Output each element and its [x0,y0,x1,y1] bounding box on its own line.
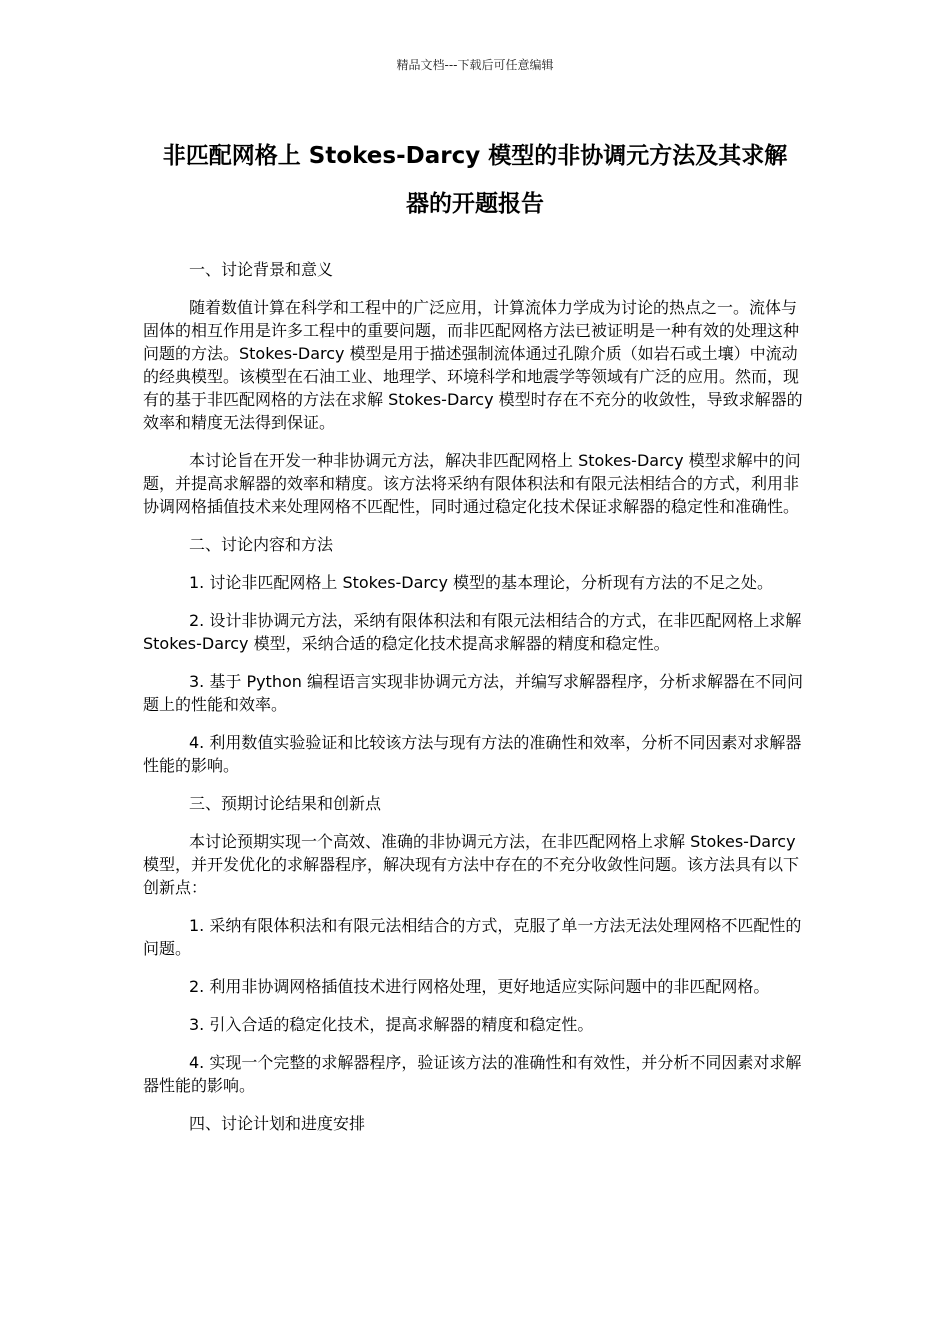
section-heading-1: 一、讨论背景和意义 [189,260,334,279]
list-item: 1. 讨论非匹配网格上 Stokes-Darcy 模型的基本理论，分析现有方法的不足之处。 [189,573,774,592]
paragraph: 随着数值计算在科学和工程中的广泛应用，计算流体力学成为讨论的热点之一。流体与固体的相互作用是许多工程中的重要问题，而非匹配网格方法已被证明是一种有效的处理这种问题的方法。Stokes-Darcy 模型是用于描述强制流体通过孔隙介质（如岩石或土壤）中流动的经典模型。该模型在石油工业、地理学、环境科学和地震学等领域有广泛的应用。然而，现有的基于非匹配网格的方法在求解 Stokes-Darcy 模型时存在不充分的收敛性，导致求解器的效率和精度无法得到保证。 [143,298,803,432]
document-body [143,258,807,1150]
section-heading-2: 二、讨论内容和方法 [189,535,334,554]
list-item: 4. 利用数值实验验证和比较该方法与现有方法的准确性和效率，分析不同因素对求解器性能的影响。 [143,733,802,775]
list-item: 2. 利用非协调网格插值技术进行网格处理，更好地适应实际问题中的非匹配网格。 [189,977,770,996]
document-title [140,132,810,228]
header-note: 精品文档---下载后可任意编辑 [396,58,554,72]
list-item: 2. 设计非协调元方法，采纳有限体积法和有限元法相结合的方式，在非匹配网格上求解 Stokes-Darcy 模型，采纳合适的稳定化技术提高求解器的精度和稳定性。 [143,611,802,653]
list-item: 3. 引入合适的稳定化技术，提高求解器的精度和稳定性。 [189,1015,594,1034]
list-item: 3. 基于 Python 编程语言实现非协调元方法，并编写求解器程序，分析求解器在不同问题上的性能和效率。 [143,672,803,714]
title-line-1: 非匹配网格上 Stokes-Darcy 模型的非协调元方法及其求解 [162,143,788,169]
paragraph: 本讨论旨在开发一种非协调元方法，解决非匹配网格上 Stokes-Darcy 模型求解中的问题，并提高求解器的效率和精度。该方法将采纳有限体积法和有限元法相结合的方式，利用非协调网格插值技术来处理网格不匹配性，同时通过稳定化技术保证求解器的稳定性和准确性。 [143,451,801,516]
section-heading-4: 四、讨论计划和进度安排 [189,1114,366,1133]
title-line-2: 器的开题报告 [406,191,544,217]
paragraph: 本讨论预期实现一个高效、准确的非协调元方法，在非匹配网格上求解 Stokes-Darcy 模型，并开发优化的求解器程序，解决现有方法中存在的不充分收敛性问题。该方法具有以下创新点： [143,832,800,897]
list-item: 4. 实现一个完整的求解器程序，验证该方法的准确性和有效性，并分析不同因素对求解器性能的影响。 [143,1053,802,1095]
section-heading-3: 三、预期讨论结果和创新点 [189,794,382,813]
list-item: 1. 采纳有限体积法和有限元法相结合的方式，克服了单一方法无法处理网格不匹配性的问题。 [143,916,802,958]
